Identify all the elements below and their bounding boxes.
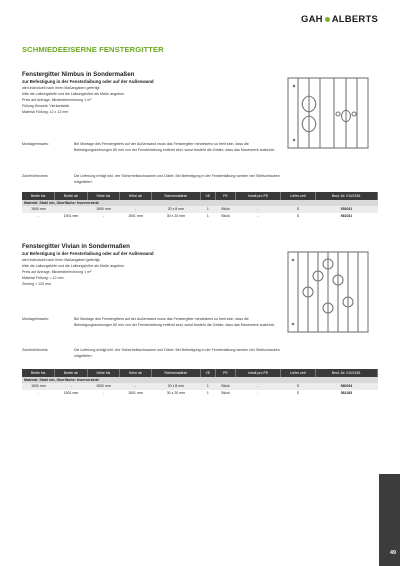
product2-subtitle: zur Befestigung in der Fensterlaibung oder auf der Außenwand (22, 251, 154, 256)
product1-line: Preis auf Anfrage, Mindestberechnung 1 m² (22, 98, 92, 102)
product1-title: Fenstergitter Nimbus in Sondermaßen (22, 71, 135, 78)
product2-line: Material Füllung: ≈ 12 mm (22, 276, 64, 280)
brand-right: ALBERTS (331, 14, 378, 25)
table-cell: 1500 mm (87, 383, 119, 389)
product1-mount-note (22, 142, 282, 153)
table-cell: 1501 mm (119, 390, 151, 396)
header-cell: Breite bis (22, 369, 55, 377)
table-cell: 1501 mm (55, 213, 88, 219)
table-cell: 1 (201, 390, 216, 396)
product2-mount-note (22, 317, 282, 328)
accessory-label: Zubehörhinweis: (22, 348, 49, 352)
accessory-label: Zubehörhinweis: (22, 174, 49, 178)
table-cell: S (280, 383, 315, 389)
header-cell: Liefer-zeit (280, 192, 315, 200)
article-number: 553031 (315, 206, 377, 212)
table-header-row (22, 369, 378, 377)
table-header-row (22, 192, 378, 200)
header-cell: VE (201, 192, 216, 200)
table-cell: - (236, 213, 280, 219)
header-cell: Inhalt pro PE (236, 192, 280, 200)
table-cell: - (119, 206, 151, 212)
header-cell: Breite bis (22, 192, 55, 200)
table-row (22, 390, 378, 396)
article-number: 581185 (315, 390, 377, 396)
table-cell: S (280, 206, 315, 212)
product1-accessory-note (22, 174, 282, 185)
product1-line: bitte die Laibungstiefe und die Laibungshöhe als Maße angeben (22, 92, 125, 96)
mount-text: Bei Montage des Fenstergitters auf der Außenwand muss das Fenstergitter mindestens so breit sein, dass die Befestigungsbohrungen 80 mm von der Fensterlaibung entfernt sind, sonst besteht die Gefahr, dass das Mauerwerk ausbricht. (74, 142, 276, 152)
brand-logo (301, 14, 378, 25)
table-cell: Stück (215, 390, 236, 396)
table-cell: 20 x 8 mm (151, 383, 200, 389)
product2-line: Preis auf Anfrage, Mindestberechnung 1 m² (22, 270, 92, 274)
section-title: SCHMIEDEEISERNE FENSTERGITTER (22, 45, 164, 54)
table-cell: - (55, 383, 88, 389)
article-number: 561031 (315, 213, 377, 219)
logo-dot-icon (325, 17, 330, 22)
table-cell: 30 x 20 mm (151, 390, 200, 396)
mount-label: Montagehinweis: (22, 142, 49, 146)
table-cell: 20 x 8 mm (151, 206, 200, 212)
nimbus-grille-image (286, 76, 372, 152)
brand-left: GAH (301, 14, 323, 25)
product1-line: wird individuell nach Ihren Maßangaben gefertigt (22, 86, 100, 90)
product1-line: Füllung Hinweis: Vierkantstab (22, 104, 70, 108)
header-cell: Höhe ab (119, 369, 151, 377)
table-cell: 1 (201, 383, 216, 389)
table-cell: 1500 mm (87, 206, 119, 212)
page-tab-sidebar (379, 474, 400, 566)
product2-spec-table (22, 369, 378, 396)
product2-line: wird individuell nach Ihren Maßangaben gefertigt (22, 258, 100, 262)
vivian-grille-image (286, 250, 372, 336)
table-cell: - (236, 383, 280, 389)
table-cell: - (87, 390, 119, 396)
table-cell: - (22, 213, 55, 219)
table-cell: Stück (215, 206, 236, 212)
mount-label: Montagehinweis: (22, 317, 49, 321)
header-cell: Rahmenstärke (151, 369, 200, 377)
table-cell: - (22, 390, 55, 396)
table-cell: Stück (215, 383, 236, 389)
header-cell: Höhe bis (87, 369, 119, 377)
table-cell: - (87, 213, 119, 219)
header-cell: Höhe bis (87, 192, 119, 200)
article-number: 560034 (315, 383, 377, 389)
product2-accessory-note (22, 348, 282, 359)
table-cell: 1500 mm (22, 206, 55, 212)
page-number: 49 (390, 550, 396, 556)
material-cell: Material: Stahl roh, Oberfläche: feuerverzinkt (22, 377, 378, 383)
table-cell: 1 (201, 206, 216, 212)
header-cell: Best.-Nr. KG/4338. (315, 369, 377, 377)
header-cell: PE (215, 369, 236, 377)
table-cell: S (280, 213, 315, 219)
header-cell: Breite ab (55, 369, 88, 377)
header-cell: PE (215, 192, 236, 200)
accessory-text: Die Lieferung erfolgt inkl. vier Sicherheitsschrauben und Dübel. Bei Befestigung in der Fensterlaibung werden vier Stellschrauben mitgeliefert. (74, 174, 280, 184)
table-cell: - (236, 390, 280, 396)
product1-spec-table (22, 192, 378, 219)
header-cell: Rahmenstärke (151, 192, 200, 200)
table-row (22, 213, 378, 219)
table-cell: Stück (215, 213, 236, 219)
product2-title: Fenstergitter Vivian in Sondermaßen (22, 243, 130, 250)
header-cell: Best.-Nr. KG/4338. (315, 192, 377, 200)
header-cell: VE (201, 369, 216, 377)
product2-line: bitte die Laibungstiefe und die Laibungshöhe als Maße angeben (22, 264, 125, 268)
header-cell: Inhalt pro PE (236, 369, 280, 377)
mount-text: Bei Montage des Fenstergitters auf der Außenwand muss das Fenstergitter mindestens so breit sein, dass die Befestigungsbohrungen 80 mm von der Fensterlaibung entfernt sind, sonst besteht die Gefahr, dass das Mauerwerk ausbricht. (74, 317, 276, 327)
table-cell: - (119, 383, 151, 389)
header-cell: Höhe ab (119, 192, 151, 200)
table-cell: S (280, 390, 315, 396)
product1-subtitle: zur Befestigung in der Fensterlaibung oder auf der Außenwand (22, 79, 154, 84)
product2-line: Zierring ≈ 120 mm (22, 282, 52, 286)
header-cell: Breite ab (55, 192, 88, 200)
table-cell: 1 (201, 213, 216, 219)
table-cell: 1501 mm (55, 390, 88, 396)
table-cell: 1500 mm (22, 383, 55, 389)
material-cell: Material: Stahl roh, Oberfläche: feuerverzinkt (22, 200, 378, 206)
table-cell: 1501 mm (119, 213, 151, 219)
product1-line: Material Füllung: 12 x 12 mm (22, 110, 69, 114)
header-cell: Liefer-zeit (280, 369, 315, 377)
accessory-text: Die Lieferung erfolgt inkl. vier Sicherheitsschrauben und Dübel. Bei Befestigung in der Fensterlaibung werden vier Stellschrauben mitgeliefert. (74, 348, 280, 358)
table-cell: - (236, 206, 280, 212)
table-cell: 30 x 20 mm (151, 213, 200, 219)
table-cell: - (55, 206, 88, 212)
